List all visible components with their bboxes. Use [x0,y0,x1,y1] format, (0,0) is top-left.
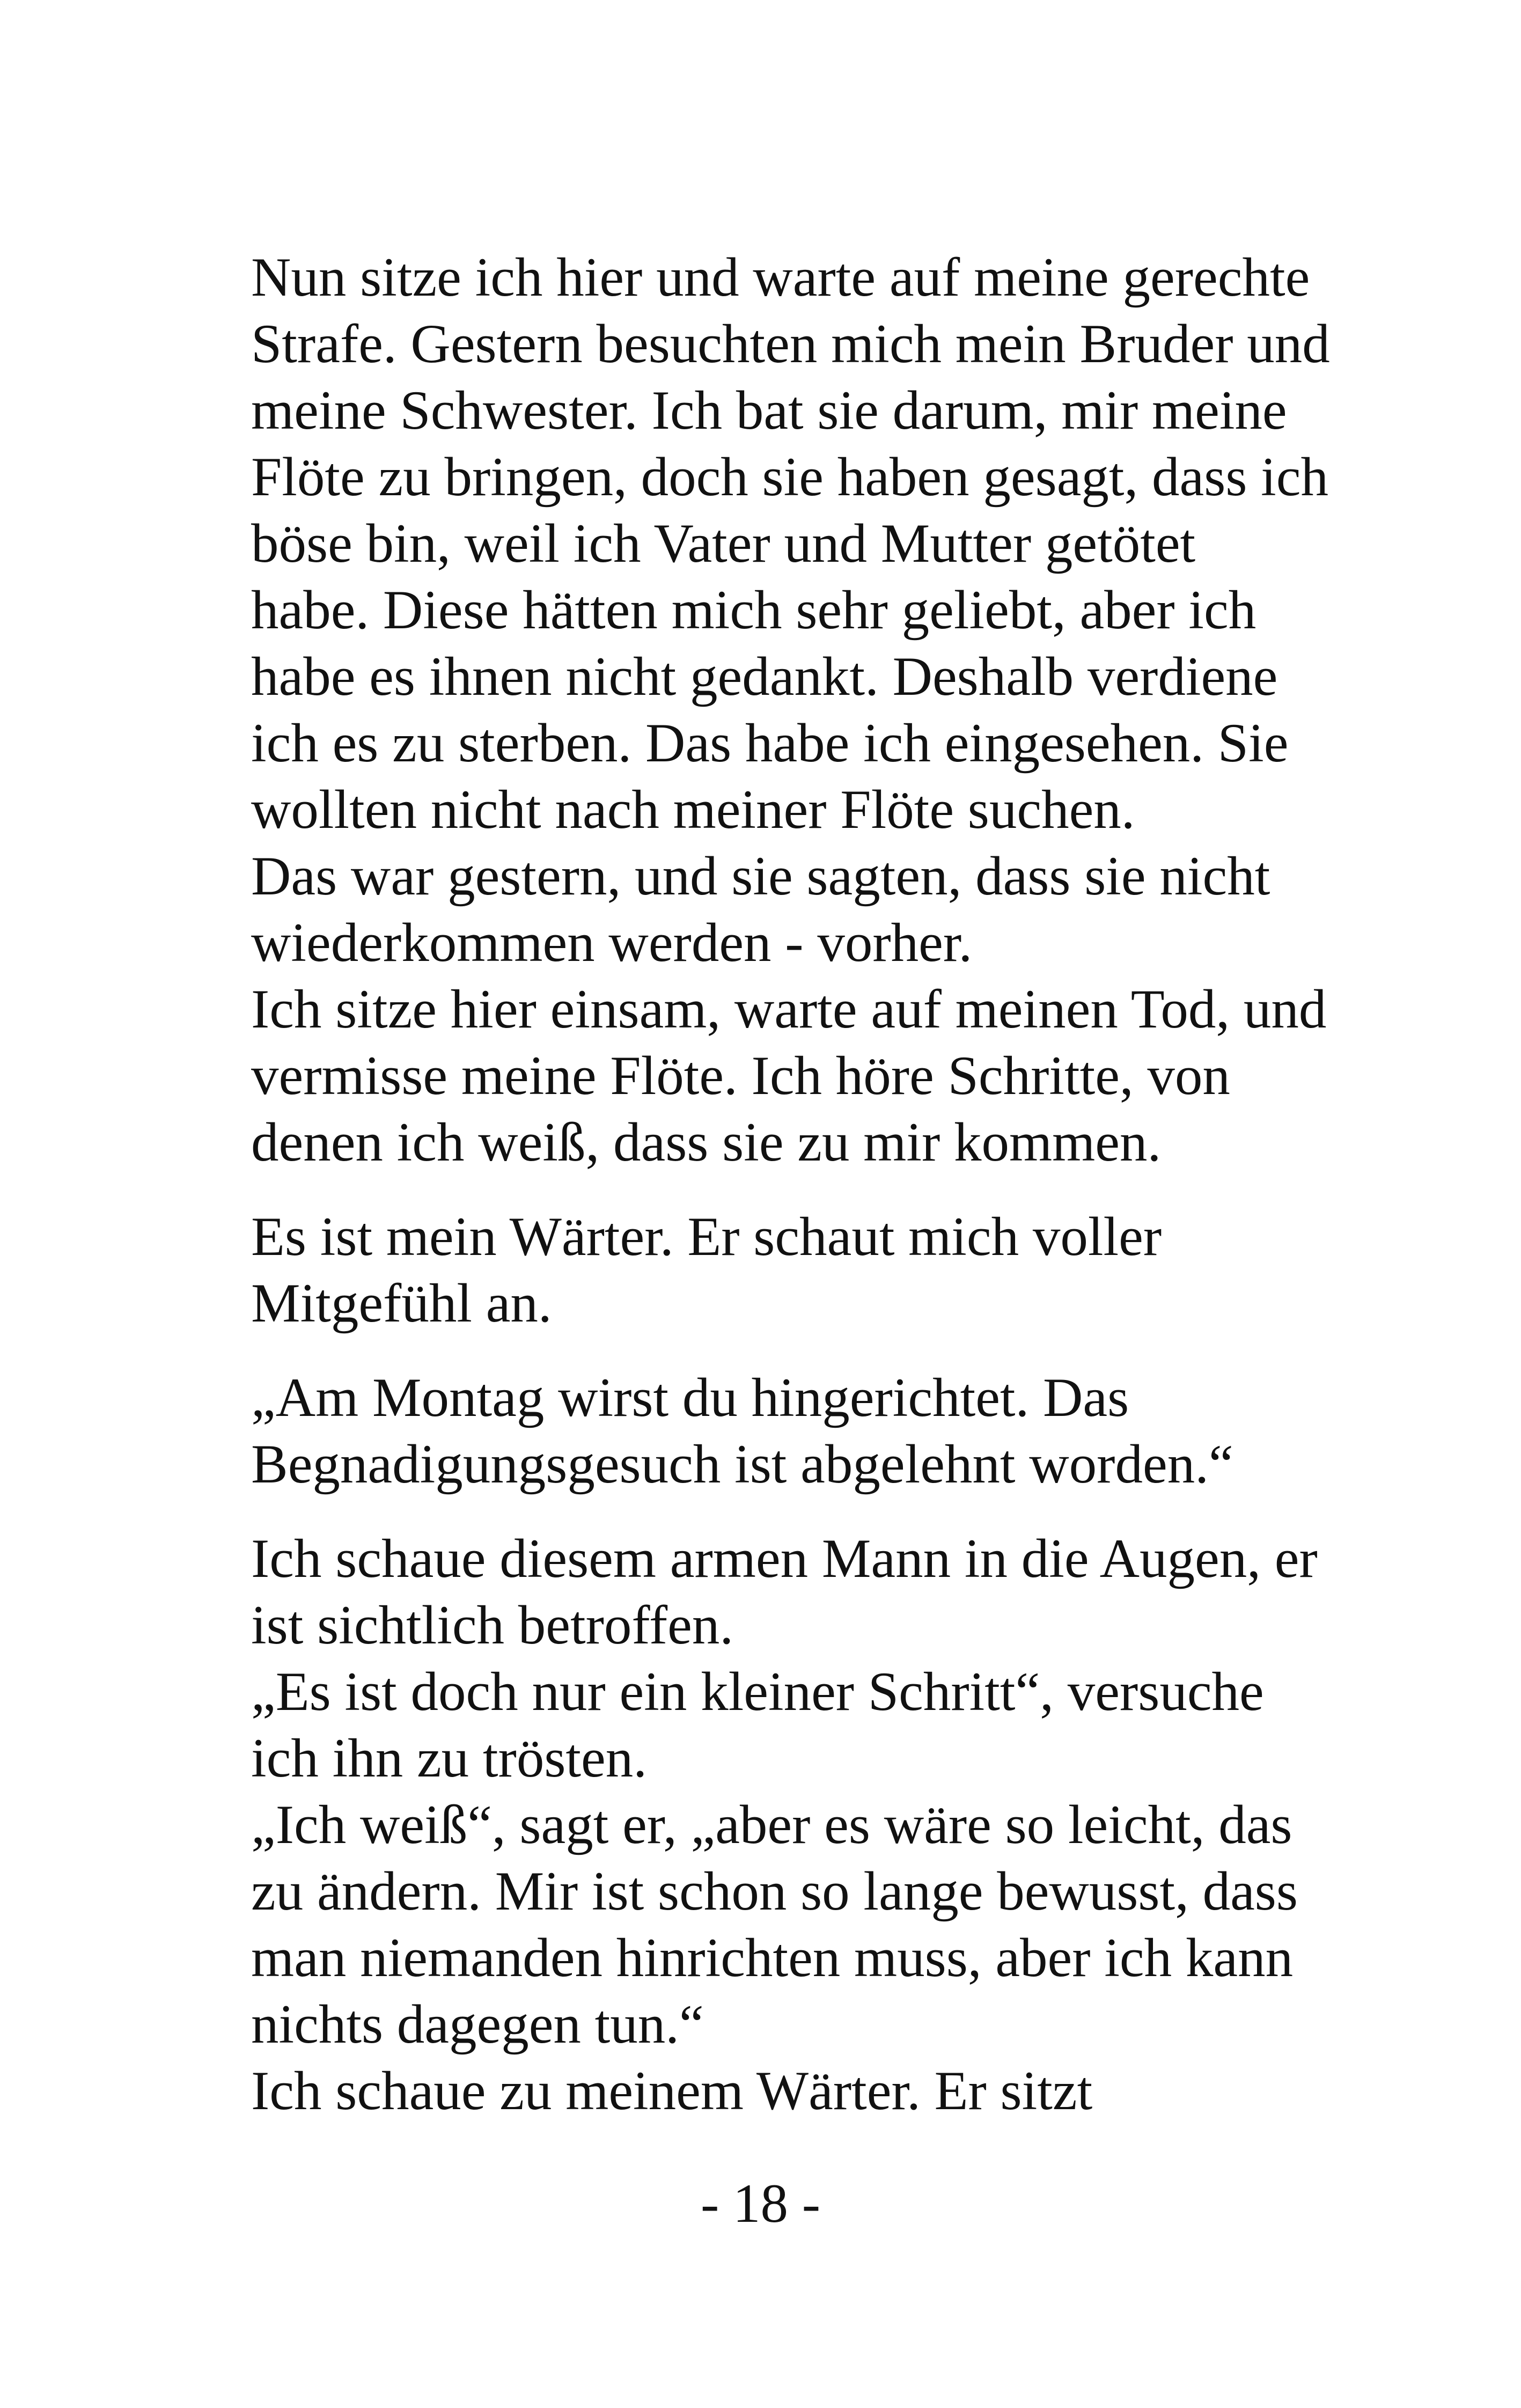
text-line: nichts dagegen tun.“ [251,1994,704,2055]
paragraph-gap [251,1176,1324,1203]
text-line: zu ändern. Mir ist schon so lange bewusst, dass [251,1861,1298,1922]
text-line: ich ihn zu trösten. [251,1728,647,1789]
text-line: meine Schwester. Ich bat sie darum, mir meine [251,380,1287,441]
text-line: man niemanden hinrichten muss, aber ich kann [251,1927,1294,1988]
text-line: Flöte zu bringen, doch sie haben gesagt, dass ich [251,446,1328,508]
text-line: Es ist mein Wärter. Er schaut mich voller [251,1206,1162,1267]
paragraph [251,1364,1324,1497]
paragraph [251,1525,1324,2124]
text-line: Ich schaue zu meinem Wärter. Er sitzt [251,2060,1093,2121]
paragraph-gap [251,1337,1324,1364]
text-line: habe es ihnen nicht gedankt. Deshalb verdiene [251,646,1278,707]
paragraph [251,244,1330,1176]
text-line: Strafe. Gestern besuchten mich mein Bruder und [251,313,1330,375]
text-line: böse bin, weil ich Vater und Mutter getötet [251,513,1196,574]
text-line: denen ich weiß, dass sie zu mir kommen. [251,1112,1162,1173]
text-line: „Am Montag wirst du hingerichtet. Das [251,1367,1129,1428]
text-line: ist sichtlich betroffen. [251,1595,734,1656]
text-line: habe. Diese hätten mich sehr geliebt, aber ich [251,579,1257,641]
paragraph [251,1203,1324,1337]
text-line: Ich schaue diesem armen Mann in die Augen, er [251,1528,1318,1589]
text-line: Nun sitze ich hier und warte auf meine gerechte [251,247,1310,308]
page-body [251,244,1330,2124]
page-number: - 18 - [700,2173,821,2234]
text-line: „Es ist doch nur ein kleiner Schritt“, versuche [251,1661,1264,1722]
text-line: Ich sitze hier einsam, warte auf meinen Tod, und [251,979,1327,1040]
text-line: vermisse meine Flöte. Ich höre Schritte, von [251,1045,1230,1106]
text-line: wollten nicht nach meiner Flöte suchen. [251,779,1135,840]
text-line: „Ich weiß“, sagt er, „aber es wäre so leicht, das [251,1794,1292,1855]
text-line: ich es zu sterben. Das habe ich eingesehen. Sie [251,713,1289,774]
text-line: Mitgefühl an. [251,1273,552,1334]
text-line: Das war gestern, und sie sagten, dass sie nicht [251,846,1270,907]
paragraph-gap [251,1497,1324,1525]
text-line: Begnadigungsgesuch ist abgelehnt worden.“ [251,1434,1233,1495]
text-line: wiederkommen werden - vorher. [251,912,973,973]
